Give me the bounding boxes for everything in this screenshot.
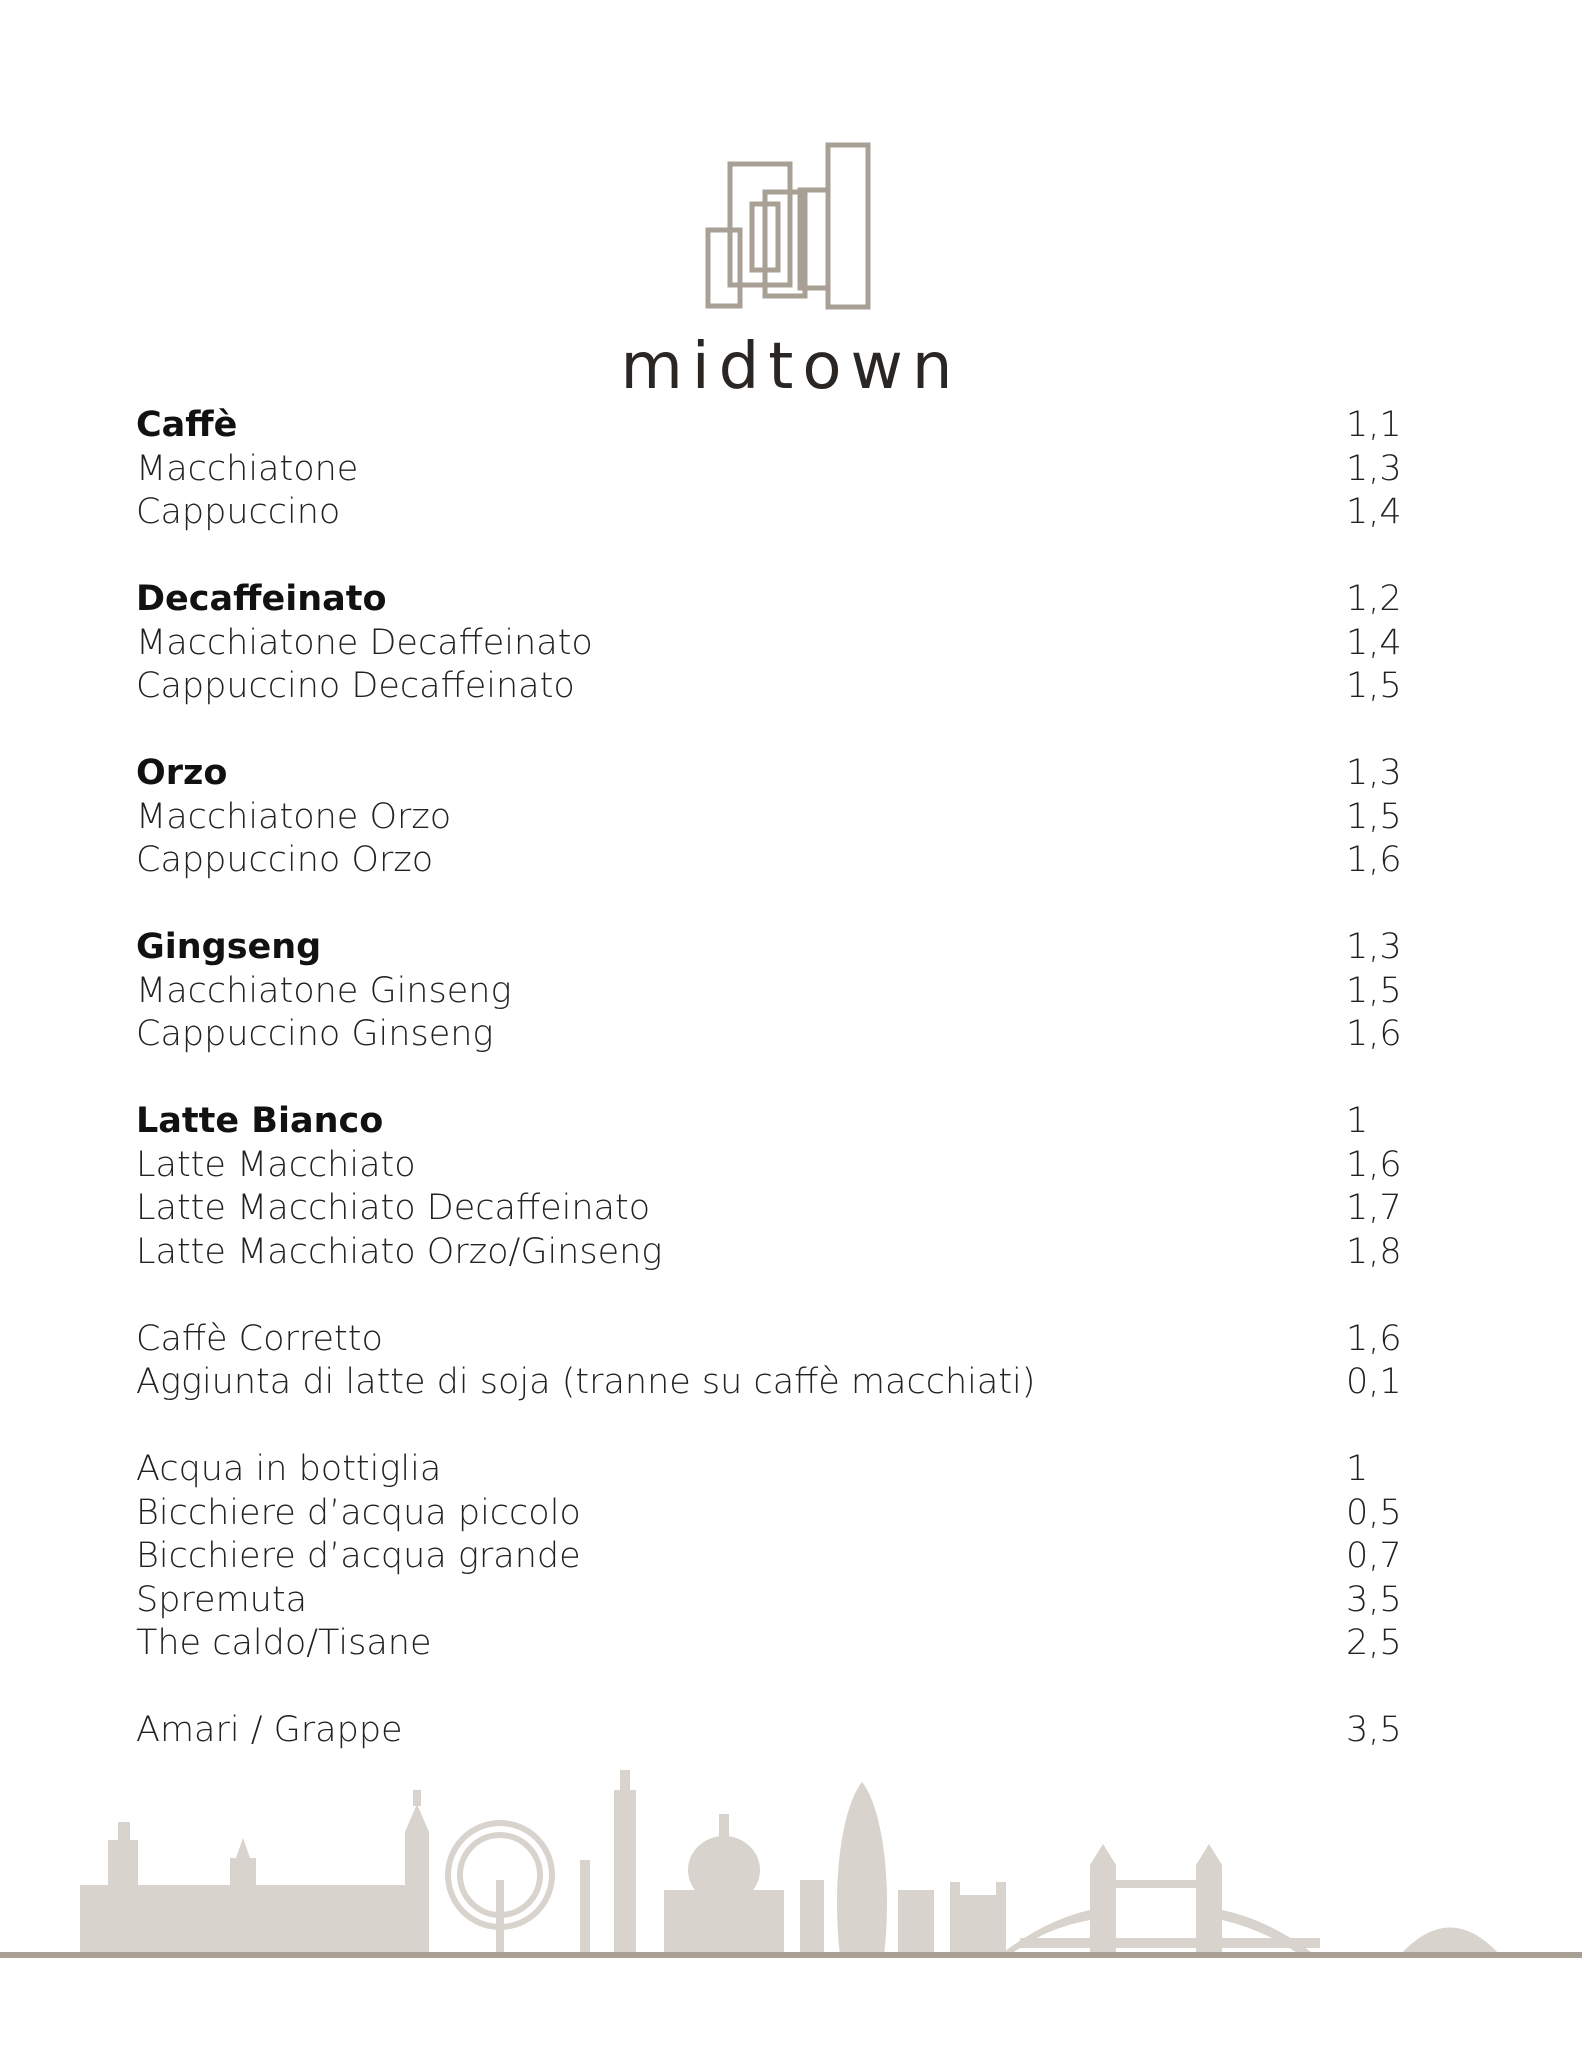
menu-item-price: 1,5 [1346, 796, 1402, 837]
section-spacer [136, 1666, 1398, 1710]
menu-item-price: 1,3 [1346, 927, 1402, 967]
section-spacer [136, 1057, 1398, 1101]
menu-item-price: 2,5 [1346, 1623, 1402, 1663]
menu-item-price: 0,5 [1346, 1492, 1402, 1533]
menu-item [136, 1579, 1402, 1623]
menu-item-name: Latte Macchiato Orzo/Ginseng [136, 1231, 663, 1272]
menu-section-heading [136, 752, 1402, 796]
menu-item-name: Aggiunta di latte di soja (tranne su caffè macchiati) [136, 1362, 1036, 1402]
menu-item [136, 1013, 1402, 1057]
menu-item [136, 1448, 1398, 1492]
menu-item-name: Amari / Grappe [136, 1710, 403, 1750]
menu-item [136, 1187, 1402, 1231]
menu-item-name: Latte Macchiato [136, 1144, 416, 1185]
menu-item-price: 1,7 [1346, 1188, 1402, 1228]
menu-item-price: 1,2 [1346, 579, 1402, 619]
menu-item [136, 839, 1402, 883]
section-spacer [136, 1405, 1398, 1449]
brand-name: midtown [620, 330, 962, 404]
menu-item-price: 1,4 [1346, 492, 1402, 532]
menu-item-name: Decaffeinato [136, 579, 387, 619]
menu-item-name: Macchiatone Ginseng [136, 970, 512, 1011]
menu-item [136, 491, 1402, 535]
menu-item-price: 3,5 [1346, 1710, 1402, 1750]
menu-item [136, 1622, 1402, 1666]
menu-item [136, 1492, 1402, 1536]
menu-item-price: 0,7 [1346, 1536, 1402, 1576]
menu-item-name: Macchiatone [136, 448, 359, 489]
menu-item-price: 1,6 [1346, 1014, 1402, 1054]
menu-item-name: Latte Macchiato Decaffeinato [136, 1188, 651, 1228]
menu-item [136, 796, 1402, 840]
menu-item [136, 665, 1402, 709]
menu-item-name: Gingseng [136, 927, 322, 967]
menu-item [136, 1709, 1402, 1753]
menu-section-heading [136, 926, 1402, 970]
menu-item-price: 1,5 [1346, 666, 1402, 706]
menu-item-name: Cappuccino Orzo [136, 840, 434, 880]
menu-item-name: Orzo [136, 753, 228, 793]
menu-item-price: 1,8 [1346, 1231, 1402, 1272]
menu-item-name: Caffè Corretto [136, 1318, 383, 1359]
menu-item-name: Latte Bianco [136, 1101, 384, 1141]
menu-item-price: 1,6 [1346, 1318, 1402, 1359]
menu-item-name: Bicchiere d’acqua piccolo [136, 1492, 581, 1533]
section-spacer [136, 535, 1398, 579]
menu-item-price: 1 [1346, 1449, 1369, 1489]
menu-item-name: Spremuta [136, 1579, 308, 1620]
menu-item-price: 1 [1346, 1101, 1369, 1141]
menu-item-name: Bicchiere d’acqua grande [136, 1536, 581, 1576]
menu-item-price: 1,3 [1346, 753, 1402, 793]
menu-item-price: 1,6 [1346, 1144, 1402, 1185]
menu-item-name: Caffè [136, 405, 238, 445]
menu-item-price: 1,6 [1346, 840, 1402, 880]
menu-item-name: Macchiatone Decaffeinato [136, 622, 593, 663]
menu-item-price: 1,4 [1346, 622, 1402, 663]
menu-item-name: Cappuccino Ginseng [136, 1014, 494, 1054]
menu-item-price: 1,5 [1346, 970, 1402, 1011]
london-skyline-icon [0, 1770, 1582, 1960]
price-list [136, 404, 1402, 1753]
section-spacer [136, 709, 1398, 753]
menu-item-name: Cappuccino [136, 492, 341, 532]
menu-item-name: Acqua in bottiglia [136, 1449, 442, 1489]
section-spacer [136, 1274, 1398, 1318]
menu-item-price: 0,1 [1346, 1362, 1402, 1402]
menu-item-name: Macchiatone Orzo [136, 796, 452, 837]
menu-item [136, 970, 1402, 1014]
menu-item [136, 448, 1402, 492]
menu-item-name: The caldo/Tisane [136, 1623, 432, 1663]
menu-item [136, 1535, 1402, 1579]
menu-item-name: Cappuccino Decaffeinato [136, 666, 575, 706]
menu-item-price: 1,1 [1346, 405, 1402, 445]
menu-section-heading [136, 404, 1402, 448]
menu-item [136, 1144, 1402, 1188]
menu-item [136, 1361, 1402, 1405]
menu-section-heading [136, 578, 1402, 622]
menu-item-price: 1,3 [1346, 448, 1402, 489]
section-spacer [136, 883, 1398, 927]
menu-item [136, 622, 1402, 666]
building-outline-logo-icon [705, 142, 871, 310]
menu-item-price: 3,5 [1346, 1579, 1402, 1620]
menu-item [136, 1318, 1402, 1362]
menu-section-heading [136, 1100, 1398, 1144]
menu-item [136, 1231, 1402, 1275]
